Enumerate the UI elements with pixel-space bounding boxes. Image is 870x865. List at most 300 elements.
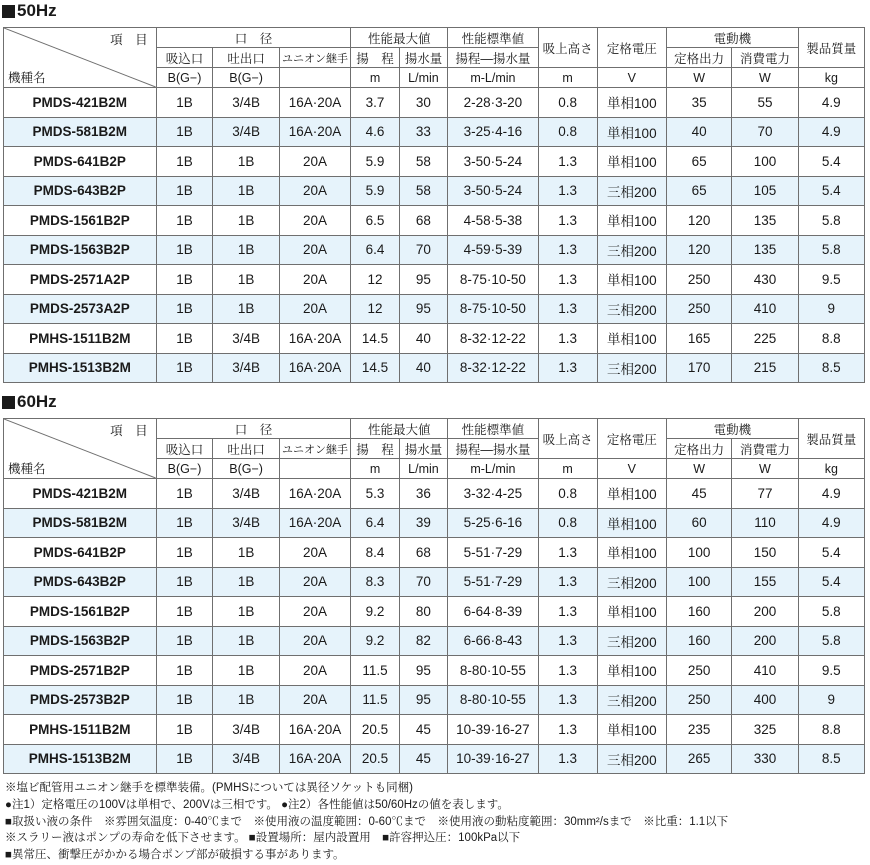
flow-header: 揚水量: [399, 48, 447, 68]
table-row: [4, 656, 865, 686]
item-label: 項 目: [110, 33, 148, 47]
flow-header: 揚水量: [399, 439, 447, 459]
unit-cell: W: [732, 68, 798, 88]
suction-port-cell: 1B: [156, 324, 213, 354]
power-consumption-cell: 135: [732, 235, 798, 265]
table-row: [4, 176, 865, 206]
power-consumption-cell: 110: [732, 508, 798, 538]
suction-port-cell: 1B: [156, 508, 213, 538]
table-row: [4, 744, 865, 774]
mass-cell: 8.8: [798, 324, 864, 354]
mass-cell: 9.5: [798, 656, 864, 686]
head-cell: 5.9: [351, 176, 399, 206]
suction-port-cell: 1B: [156, 353, 213, 383]
head-cell: 6.5: [351, 206, 399, 236]
note-line: ※スラリー液はポンプの寿命を低下させます。 ■設置場所：屋内設置用 ■許容押込圧：100kPa以下: [5, 832, 521, 845]
perf-std-group-header: 性能標準値: [448, 419, 539, 439]
mass-cell: 8.8: [798, 715, 864, 745]
flow-cell: 70: [399, 235, 447, 265]
rated-voltage-cell: 三相200: [597, 744, 666, 774]
motor-group-header: 電動機: [667, 28, 799, 48]
rated-output-cell: 65: [667, 147, 732, 177]
power-consumption-header: 消費電力: [732, 439, 798, 459]
suction-height-cell: 0.8: [538, 88, 597, 118]
head-cell: 5.3: [351, 479, 399, 509]
spec-table-60hz: [3, 418, 865, 774]
perf-max-group-header: 性能最大値: [351, 419, 448, 439]
table-row: [4, 206, 865, 236]
head-flow-cell: 8-32·12-22: [448, 353, 539, 383]
table-row: [4, 479, 865, 509]
rated-voltage-cell: 三相200: [597, 685, 666, 715]
model-cell: PMHS-1511B2M: [4, 324, 157, 354]
head-flow-cell: 2-28·3-20: [448, 88, 539, 118]
table-row: [4, 567, 865, 597]
power-consumption-cell: 215: [732, 353, 798, 383]
union-joint-cell: 16A·20A: [279, 715, 351, 745]
head-cell: 9.2: [351, 597, 399, 627]
discharge-port-cell: 1B: [213, 626, 279, 656]
note-line: ●注1）定格電圧の100Vは単相で、200Vは三相です。 ●注2）各性能値は50/60Hzの値を表します。: [5, 798, 509, 811]
flow-cell: 58: [399, 147, 447, 177]
discharge-port-cell: 1B: [213, 567, 279, 597]
head-flow-cell: 6-66·8-43: [448, 626, 539, 656]
rated-voltage-cell: 単相100: [597, 206, 666, 236]
unit-cell: B(G−): [156, 459, 213, 479]
model-cell: PMDS-1563B2P: [4, 626, 157, 656]
power-consumption-header: 消費電力: [732, 48, 798, 68]
flow-cell: 45: [399, 744, 447, 774]
rated-voltage-cell: 単相100: [597, 88, 666, 118]
union-joint-cell: 20A: [279, 597, 351, 627]
head-cell: 12: [351, 294, 399, 324]
mass-cell: 4.9: [798, 508, 864, 538]
unit-cell: kg: [798, 459, 864, 479]
suction-height-cell: 1.3: [538, 685, 597, 715]
suction-height-cell: 0.8: [538, 508, 597, 538]
model-cell: PMDS-1561B2P: [4, 206, 157, 236]
table-row: [4, 147, 865, 177]
union-joint-cell: 16A·20A: [279, 324, 351, 354]
rated-voltage-cell: 三相200: [597, 567, 666, 597]
unit-cell: L/min: [399, 68, 447, 88]
unit-cell: kg: [798, 68, 864, 88]
model-cell: PMDS-581B2M: [4, 117, 157, 147]
power-consumption-cell: 410: [732, 656, 798, 686]
discharge-port-cell: 3/4B: [213, 744, 279, 774]
rated-voltage-header: 定格電圧: [597, 28, 666, 68]
flow-cell: 95: [399, 265, 447, 295]
suction-port-cell: 1B: [156, 147, 213, 177]
rated-voltage-cell: 単相100: [597, 715, 666, 745]
union-joint-header: ユニオン継手: [279, 439, 351, 459]
head-flow-cell: 8-32·12-22: [448, 324, 539, 354]
union-joint-cell: 16A·20A: [279, 353, 351, 383]
suction-port-cell: 1B: [156, 567, 213, 597]
port-group-header: 口 径: [156, 28, 351, 48]
suction-height-cell: 1.3: [538, 567, 597, 597]
mass-header: 製品質量: [798, 419, 864, 459]
power-consumption-cell: 200: [732, 626, 798, 656]
suction-port-header: 吸込口: [156, 439, 213, 459]
unit-cell: B(G−): [213, 459, 279, 479]
head-header: 揚 程: [351, 439, 399, 459]
mass-cell: 5.8: [798, 206, 864, 236]
model-cell: PMDS-1561B2P: [4, 597, 157, 627]
power-consumption-cell: 105: [732, 176, 798, 206]
suction-port-cell: 1B: [156, 715, 213, 745]
discharge-port-cell: 3/4B: [213, 353, 279, 383]
rated-voltage-cell: 単相100: [597, 265, 666, 295]
head-cell: 3.7: [351, 88, 399, 118]
unit-cell: W: [667, 459, 732, 479]
perf-std-group-header: 性能標準値: [448, 28, 539, 48]
flow-cell: 68: [399, 206, 447, 236]
port-group-header: 口 径: [156, 419, 351, 439]
rated-output-cell: 40: [667, 117, 732, 147]
mass-cell: 5.8: [798, 235, 864, 265]
rated-output-cell: 100: [667, 567, 732, 597]
rated-voltage-cell: 単相100: [597, 117, 666, 147]
flow-cell: 58: [399, 176, 447, 206]
rated-voltage-header: 定格電圧: [597, 419, 666, 459]
suction-port-cell: 1B: [156, 206, 213, 236]
suction-port-cell: 1B: [156, 744, 213, 774]
item-label: 項 目: [110, 424, 148, 438]
unit-cell: m-L/min: [448, 68, 539, 88]
head-cell: 8.4: [351, 538, 399, 568]
suction-height-cell: 1.3: [538, 147, 597, 177]
mass-cell: 4.9: [798, 88, 864, 118]
rated-output-cell: 65: [667, 176, 732, 206]
rated-output-cell: 250: [667, 265, 732, 295]
table-row: [4, 597, 865, 627]
discharge-port-cell: 1B: [213, 176, 279, 206]
mass-cell: 5.4: [798, 538, 864, 568]
discharge-port-cell: 3/4B: [213, 117, 279, 147]
suction-port-cell: 1B: [156, 479, 213, 509]
suction-height-cell: 1.3: [538, 206, 597, 236]
table-row: [4, 538, 865, 568]
unit-cell: L/min: [399, 459, 447, 479]
mass-cell: 8.5: [798, 744, 864, 774]
unit-cell: V: [597, 68, 666, 88]
discharge-port-header: 吐出口: [213, 48, 279, 68]
power-consumption-cell: 330: [732, 744, 798, 774]
rated-output-cell: 250: [667, 294, 732, 324]
suction-height-header: 吸上高さ: [538, 28, 597, 68]
discharge-port-cell: 3/4B: [213, 324, 279, 354]
model-cell: PMDS-2573B2P: [4, 685, 157, 715]
table-row: [4, 715, 865, 745]
model-cell: PMDS-1563B2P: [4, 235, 157, 265]
suction-port-cell: 1B: [156, 597, 213, 627]
unit-cell: m: [351, 68, 399, 88]
table-row: [4, 235, 865, 265]
head-flow-cell: 3-50·5-24: [448, 176, 539, 206]
unit-cell: B(G−): [213, 68, 279, 88]
head-flow-cell: 10-39·16-27: [448, 715, 539, 745]
model-cell: PMDS-421B2M: [4, 88, 157, 118]
rated-voltage-cell: 単相100: [597, 479, 666, 509]
rated-output-cell: 265: [667, 744, 732, 774]
flow-cell: 45: [399, 715, 447, 745]
mass-cell: 4.9: [798, 479, 864, 509]
mass-header: 製品質量: [798, 28, 864, 68]
power-consumption-cell: 325: [732, 715, 798, 745]
flow-cell: 95: [399, 685, 447, 715]
model-label: 機種名: [8, 462, 46, 476]
discharge-port-cell: 1B: [213, 235, 279, 265]
union-joint-cell: 20A: [279, 235, 351, 265]
head-cell: 20.5: [351, 744, 399, 774]
suction-port-cell: 1B: [156, 626, 213, 656]
rated-output-cell: 100: [667, 538, 732, 568]
rated-voltage-cell: 単相100: [597, 147, 666, 177]
head-flow-cell: 8-75·10-50: [448, 265, 539, 295]
rated-output-header: 定格出力: [667, 48, 732, 68]
suction-port-cell: 1B: [156, 176, 213, 206]
mass-cell: 5.8: [798, 597, 864, 627]
model-cell: PMDS-643B2P: [4, 176, 157, 206]
power-consumption-cell: 155: [732, 567, 798, 597]
discharge-port-cell: 1B: [213, 294, 279, 324]
rated-output-cell: 45: [667, 479, 732, 509]
head-flow-cell: 8-75·10-50: [448, 294, 539, 324]
head-cell: 6.4: [351, 235, 399, 265]
suction-height-cell: 1.3: [538, 715, 597, 745]
suction-height-cell: 1.3: [538, 176, 597, 206]
section-title-text: 50Hz: [17, 1, 57, 20]
empty-unit-cell: [279, 459, 351, 479]
union-joint-cell: 16A·20A: [279, 88, 351, 118]
table-row: [4, 508, 865, 538]
section-title-50hz: [2, 0, 57, 22]
suction-port-cell: 1B: [156, 117, 213, 147]
suction-height-cell: 1.3: [538, 324, 597, 354]
rated-voltage-cell: 単相100: [597, 656, 666, 686]
section-title-60hz: [2, 391, 57, 413]
model-cell: PMDS-421B2M: [4, 479, 157, 509]
section-title-text: 60Hz: [17, 392, 57, 411]
rated-output-cell: 60: [667, 508, 732, 538]
power-consumption-cell: 400: [732, 685, 798, 715]
table-row: [4, 265, 865, 295]
model-cell: PMDS-643B2P: [4, 567, 157, 597]
discharge-port-cell: 3/4B: [213, 508, 279, 538]
rated-output-header: 定格出力: [667, 439, 732, 459]
power-consumption-cell: 100: [732, 147, 798, 177]
discharge-port-cell: 1B: [213, 206, 279, 236]
power-consumption-cell: 77: [732, 479, 798, 509]
suction-height-cell: 1.3: [538, 744, 597, 774]
head-flow-cell: 3-32·4-25: [448, 479, 539, 509]
flow-cell: 80: [399, 597, 447, 627]
union-joint-cell: 20A: [279, 147, 351, 177]
flow-cell: 95: [399, 656, 447, 686]
notes: [5, 780, 867, 864]
power-consumption-cell: 150: [732, 538, 798, 568]
flow-cell: 30: [399, 88, 447, 118]
mass-cell: 9.5: [798, 265, 864, 295]
rated-output-cell: 160: [667, 626, 732, 656]
model-cell: PMHS-1513B2M: [4, 744, 157, 774]
suction-port-cell: 1B: [156, 88, 213, 118]
table-row: [4, 626, 865, 656]
flow-cell: 68: [399, 538, 447, 568]
head-flow-header: 揚程—揚水量: [448, 439, 539, 459]
note-line: ※塩ビ配管用ユニオン継手を標準装備。(PMHSについては異径ソケットも同梱): [5, 782, 413, 794]
union-joint-cell: 20A: [279, 206, 351, 236]
perf-max-group-header: 性能最大値: [351, 28, 448, 48]
table-row: [4, 88, 865, 118]
unit-cell: m: [538, 459, 597, 479]
suction-height-cell: 1.3: [538, 265, 597, 295]
rated-output-cell: 120: [667, 235, 732, 265]
table-row: [4, 685, 865, 715]
head-cell: 4.6: [351, 117, 399, 147]
rated-output-cell: 235: [667, 715, 732, 745]
flow-cell: 95: [399, 294, 447, 324]
rated-voltage-cell: 三相200: [597, 626, 666, 656]
table-row: [4, 353, 865, 383]
flow-cell: 39: [399, 508, 447, 538]
mass-cell: 5.4: [798, 567, 864, 597]
head-flow-cell: 3-25·4-16: [448, 117, 539, 147]
suction-height-cell: 1.3: [538, 538, 597, 568]
head-cell: 8.3: [351, 567, 399, 597]
head-flow-cell: 6-64·8-39: [448, 597, 539, 627]
suction-port-cell: 1B: [156, 656, 213, 686]
mass-cell: 4.9: [798, 117, 864, 147]
head-flow-cell: 8-80·10-55: [448, 656, 539, 686]
discharge-port-cell: 1B: [213, 538, 279, 568]
head-flow-cell: 5-25·6-16: [448, 508, 539, 538]
discharge-port-cell: 1B: [213, 685, 279, 715]
union-joint-cell: 16A·20A: [279, 117, 351, 147]
suction-port-header: 吸込口: [156, 48, 213, 68]
head-cell: 11.5: [351, 685, 399, 715]
flow-cell: 40: [399, 324, 447, 354]
flow-cell: 70: [399, 567, 447, 597]
rated-output-cell: 170: [667, 353, 732, 383]
square-bullet-icon: [2, 396, 15, 409]
note-line: ■異常圧、衝撃圧がかかる場合ポンプ部が破損する事があります。: [5, 849, 345, 862]
suction-height-cell: 0.8: [538, 117, 597, 147]
rated-voltage-cell: 単相100: [597, 324, 666, 354]
rated-output-cell: 165: [667, 324, 732, 354]
suction-height-cell: 1.3: [538, 656, 597, 686]
rated-voltage-cell: 単相100: [597, 538, 666, 568]
union-joint-cell: 20A: [279, 567, 351, 597]
head-flow-cell: 3-50·5-24: [448, 147, 539, 177]
union-joint-cell: 20A: [279, 176, 351, 206]
model-cell: PMHS-1511B2M: [4, 715, 157, 745]
union-joint-cell: 16A·20A: [279, 744, 351, 774]
discharge-port-header: 吐出口: [213, 439, 279, 459]
suction-port-cell: 1B: [156, 265, 213, 295]
power-consumption-cell: 200: [732, 597, 798, 627]
suction-port-cell: 1B: [156, 294, 213, 324]
header-corner-cell: [4, 28, 157, 88]
suction-height-cell: 0.8: [538, 479, 597, 509]
mass-cell: 5.4: [798, 147, 864, 177]
power-consumption-cell: 135: [732, 206, 798, 236]
head-cell: 5.9: [351, 147, 399, 177]
head-flow-cell: 5-51·7-29: [448, 567, 539, 597]
model-cell: PMDS-641B2P: [4, 538, 157, 568]
rated-voltage-cell: 三相200: [597, 353, 666, 383]
discharge-port-cell: 3/4B: [213, 88, 279, 118]
head-cell: 11.5: [351, 656, 399, 686]
suction-height-cell: 1.3: [538, 235, 597, 265]
head-flow-cell: 5-51·7-29: [448, 538, 539, 568]
head-cell: 9.2: [351, 626, 399, 656]
rated-output-cell: 250: [667, 656, 732, 686]
table-row: [4, 117, 865, 147]
discharge-port-cell: 3/4B: [213, 715, 279, 745]
model-cell: PMHS-1513B2M: [4, 353, 157, 383]
rated-output-cell: 250: [667, 685, 732, 715]
rated-output-cell: 120: [667, 206, 732, 236]
suction-port-cell: 1B: [156, 538, 213, 568]
union-joint-cell: 20A: [279, 294, 351, 324]
model-cell: PMDS-2571A2P: [4, 265, 157, 295]
model-label: 機種名: [8, 71, 46, 85]
union-joint-cell: 20A: [279, 538, 351, 568]
suction-height-cell: 1.3: [538, 353, 597, 383]
head-cell: 6.4: [351, 508, 399, 538]
head-flow-cell: 8-80·10-55: [448, 685, 539, 715]
rated-voltage-cell: 三相200: [597, 235, 666, 265]
union-joint-cell: 20A: [279, 656, 351, 686]
head-cell: 14.5: [351, 353, 399, 383]
model-cell: PMDS-2571B2P: [4, 656, 157, 686]
mass-cell: 9: [798, 685, 864, 715]
square-bullet-icon: [2, 5, 15, 18]
unit-cell: B(G−): [156, 68, 213, 88]
model-cell: PMDS-641B2P: [4, 147, 157, 177]
header-corner-cell: [4, 419, 157, 479]
head-cell: 20.5: [351, 715, 399, 745]
rated-voltage-cell: 三相200: [597, 176, 666, 206]
unit-cell: W: [732, 459, 798, 479]
head-header: 揚 程: [351, 48, 399, 68]
rated-output-cell: 35: [667, 88, 732, 118]
motor-group-header: 電動機: [667, 419, 799, 439]
spec-table-50hz: [3, 27, 865, 383]
discharge-port-cell: 3/4B: [213, 479, 279, 509]
rated-voltage-cell: 単相100: [597, 508, 666, 538]
table-row: [4, 294, 865, 324]
rated-voltage-cell: 単相100: [597, 597, 666, 627]
rated-output-cell: 160: [667, 597, 732, 627]
discharge-port-cell: 1B: [213, 147, 279, 177]
power-consumption-cell: 70: [732, 117, 798, 147]
flow-cell: 33: [399, 117, 447, 147]
power-consumption-cell: 225: [732, 324, 798, 354]
mass-cell: 5.8: [798, 626, 864, 656]
head-cell: 14.5: [351, 324, 399, 354]
unit-cell: m: [538, 68, 597, 88]
head-flow-header: 揚程—揚水量: [448, 48, 539, 68]
suction-port-cell: 1B: [156, 685, 213, 715]
union-joint-header: ユニオン継手: [279, 48, 351, 68]
union-joint-cell: 16A·20A: [279, 479, 351, 509]
power-consumption-cell: 55: [732, 88, 798, 118]
suction-height-header: 吸上高さ: [538, 419, 597, 459]
union-joint-cell: 20A: [279, 265, 351, 295]
